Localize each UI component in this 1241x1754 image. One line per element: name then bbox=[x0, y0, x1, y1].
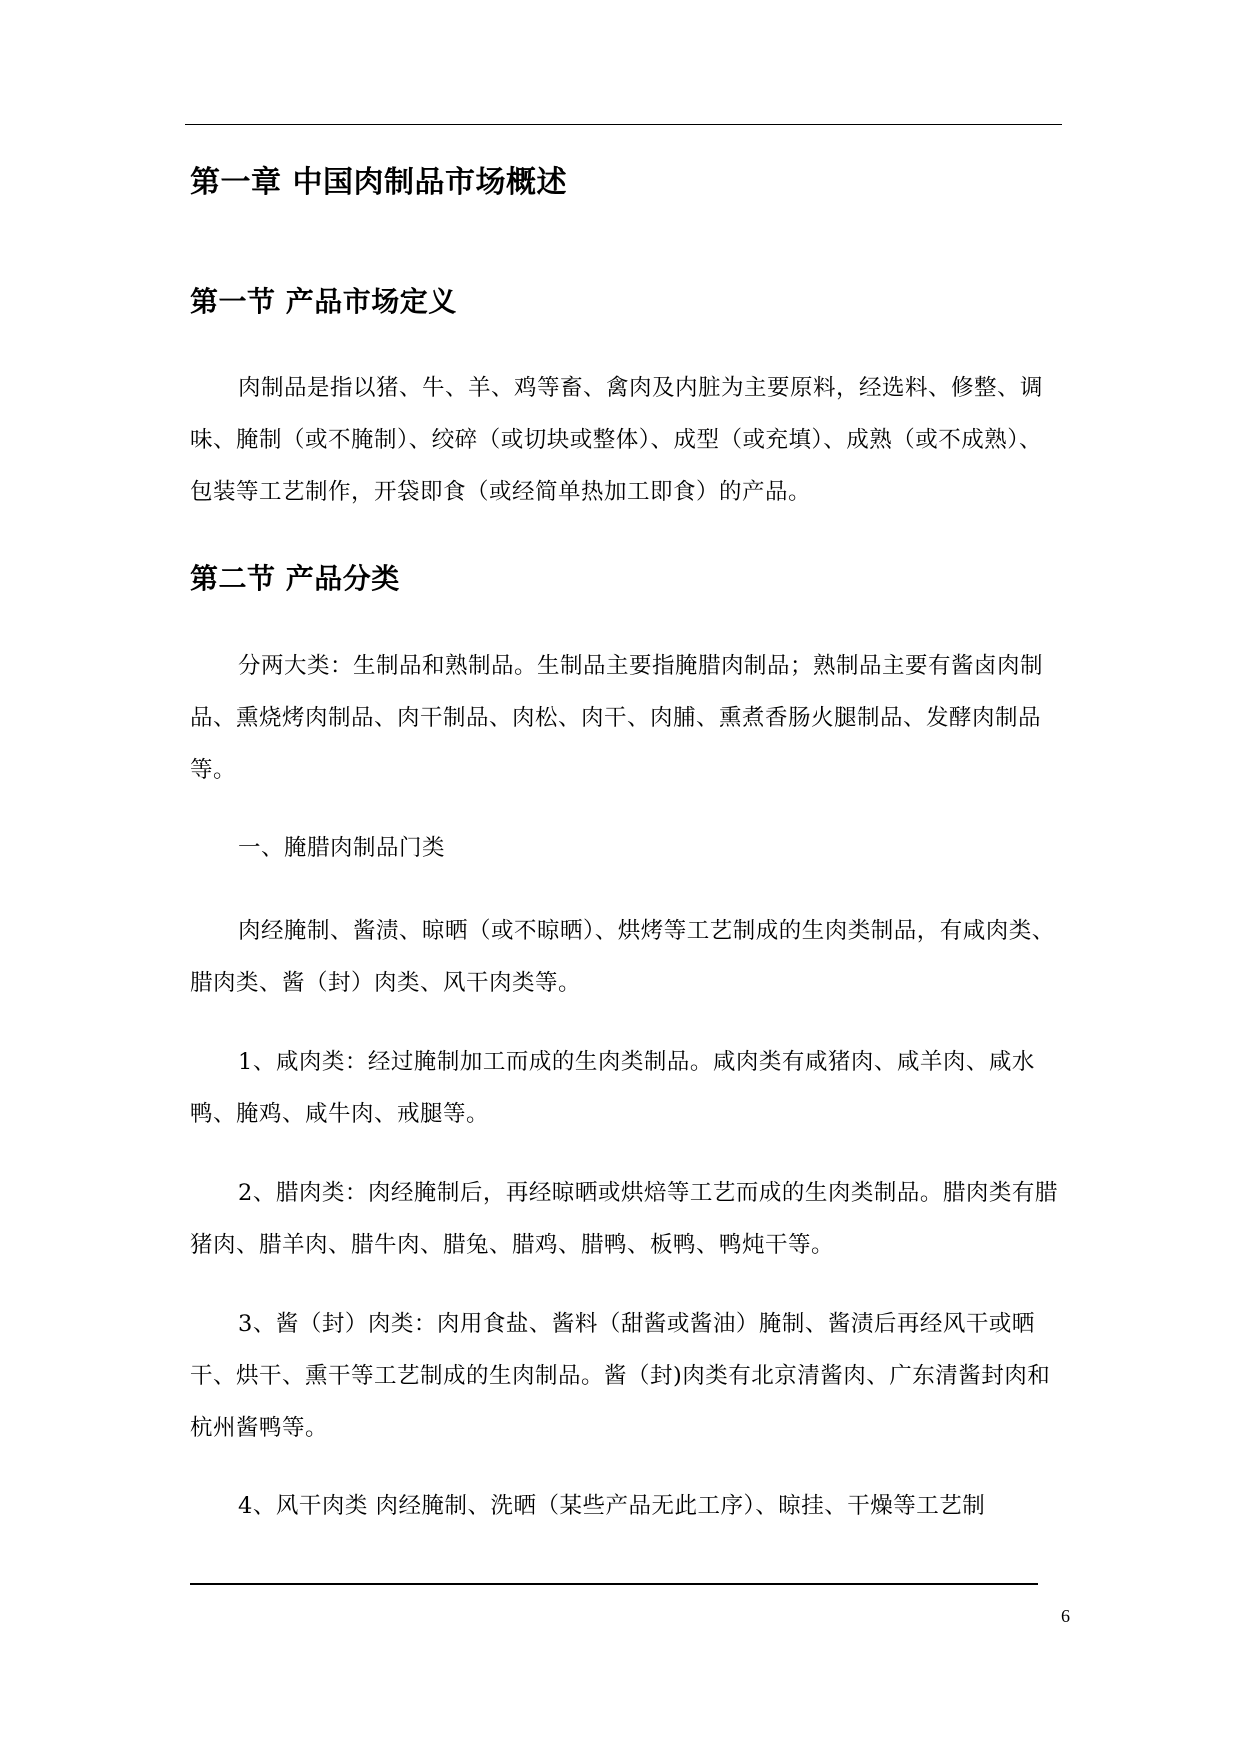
paragraph-two-categories: 分两大类：生制品和熟制品。生制品主要指腌腊肉制品；熟制品主要有酱卤肉制品、熏烧烤肉制品、肉干制品、肉松、肉干、肉脯、熏煮香肠火腿制品、发酵肉制品等。 bbox=[190, 653, 1044, 783]
paragraph-air-dried-meat: 4、风干肉类 肉经腌制、洗晒（某些产品无此工序）、晾挂、干燥等工艺制 bbox=[238, 1493, 986, 1519]
paragraph-cured-meat-intro: 肉经腌制、酱渍、晾晒（或不晾晒）、烘烤等工艺制成的生肉类制品，有咸肉类、腊肉类、酱（封）肉类、风干肉类等。 bbox=[190, 918, 1055, 996]
footer-rule bbox=[190, 1583, 1038, 1585]
paragraph-bacon: 2、腊肉类：肉经腌制后，再经晾晒或烘焙等工艺而成的生肉类制品。腊肉类有腊猪肉、腊羊肉、腊牛肉、腊兔、腊鸡、腊鸭、板鸭、鸭炖干等。 bbox=[190, 1180, 1058, 1258]
header-rule bbox=[185, 124, 1062, 125]
paragraph-sauce-sealed-meat: 3、酱（封）肉类：肉用食盐、酱料（甜酱或酱油）腌制、酱渍后再经风干或晒干、烘干、熏干等工艺制成的生肉制品。酱（封)肉类有北京清酱肉、广东清酱封肉和杭州酱鸭等。 bbox=[190, 1311, 1051, 1441]
section-title-definition: 第一节 产品市场定义 bbox=[190, 285, 457, 318]
page-number: 6 bbox=[1061, 1606, 1070, 1626]
subheading-cured-meat: 一、腌腊肉制品门类 bbox=[238, 835, 446, 861]
paragraph-salted-meat: 1、咸肉类：经过腌制加工而成的生肉类制品。咸肉类有咸猪肉、咸羊肉、咸水鸭、腌鸡、咸牛肉、戒腿等。 bbox=[190, 1049, 1035, 1127]
section-title-classification: 第二节 产品分类 bbox=[190, 562, 400, 595]
paragraph-definition: 肉制品是指以猪、牛、羊、鸡等畜、禽肉及内脏为主要原料，经选料、修整、调味、腌制（或不腌制）、绞碎（或切块或整体）、成型（或充填）、成熟（或不成熟）、包装等工艺制作，开袋即食（或经简单热加工即食）的产品。 bbox=[190, 375, 1044, 505]
chapter-title: 第一章 中国肉制品市场概述 bbox=[190, 165, 567, 200]
